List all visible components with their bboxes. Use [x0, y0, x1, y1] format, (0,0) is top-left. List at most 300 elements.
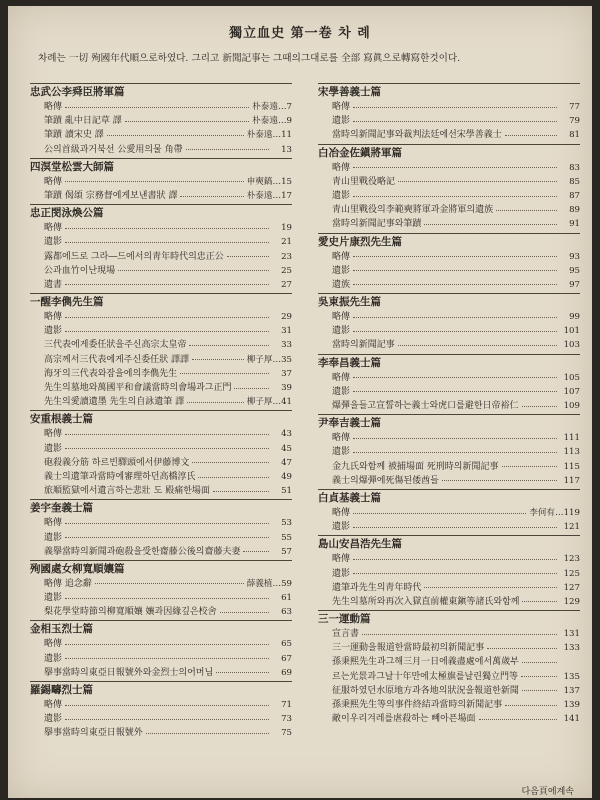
intro-note: 차례는 一切 殉國年代順으로하였다. 그리고 新聞記事는 그때의그대로를 全部 寫眞으로轉寫한것이다.: [38, 53, 461, 64]
toc-entry: [318, 250, 580, 264]
dot-leader: [125, 121, 249, 122]
toc-section-heading: [318, 144, 580, 161]
toc-entry-title: 略傳: [44, 102, 63, 112]
toc-page-number: 朴泰遠…7: [252, 102, 292, 112]
dot-leader: [522, 601, 557, 602]
toc-section-heading: [318, 354, 580, 371]
toc-entry-title: 遺影: [332, 386, 351, 397]
toc-entry: [30, 338, 292, 352]
toc-entry-title: 르는光景과그날十年만에太極旗를날린獨立門等: [332, 671, 518, 682]
toc-page-number: 51: [281, 486, 292, 497]
page-title: 獨立血史 第一卷 차 례: [229, 26, 371, 41]
dot-leader: [424, 587, 557, 588]
toc-entry-title: 先生의愛讀遺墨 先生의自詠遺筆 譯: [44, 397, 185, 408]
toc-entry: [318, 552, 580, 566]
dot-leader: [227, 256, 269, 257]
toc-entry-title: 略傳: [332, 312, 351, 323]
toc-section-heading: [30, 410, 292, 427]
toc-entry-title: 孫秉熙先生과그해三月一日에義盡處에서萬歲부: [332, 657, 519, 668]
toc-page-number: 朴泰遠…9: [252, 116, 292, 127]
dot-leader: [180, 196, 243, 197]
toc-entry-title: 略傳: [332, 162, 351, 173]
toc-left-column: [30, 82, 292, 741]
toc-page-number: 115: [563, 461, 580, 472]
toc-entry: [30, 221, 292, 235]
dot-leader: [65, 658, 269, 659]
toc-entry: [318, 203, 580, 217]
toc-entry-title: 遺影: [332, 447, 351, 458]
toc-entry-title: 當時의新聞記事: [332, 340, 395, 351]
toc-entry-title: 略傳: [44, 429, 63, 440]
toc-page-number: 83: [569, 162, 580, 173]
toc-entry: [318, 371, 580, 385]
toc-entry-title: 遺影: [332, 116, 351, 127]
dot-leader: [353, 284, 557, 285]
dot-leader: [65, 448, 269, 449]
toc-entry: [318, 670, 580, 684]
toc-entry: [318, 445, 580, 459]
toc-page-number: 129: [563, 596, 580, 607]
toc-entry: [318, 399, 580, 413]
toc-entry: [318, 338, 580, 352]
dot-leader: [496, 210, 557, 211]
toc-entry-title: 三一運動篇: [318, 613, 371, 626]
toc-entry-title: 愛史片康烈先生篇: [318, 235, 402, 248]
continued-note: 다음頁에계속: [521, 787, 574, 797]
toc-entry: [30, 310, 292, 324]
toc-page-number: 135: [563, 671, 580, 682]
toc-entry: [30, 470, 292, 484]
toc-entry: [30, 278, 292, 292]
toc-page-number: 29: [281, 312, 292, 323]
toc-entry-title: 白貞基義士篇: [318, 491, 381, 504]
dot-leader: [522, 662, 557, 663]
toc-page-number: 121: [563, 522, 580, 533]
toc-entry: [30, 712, 292, 726]
toc-page-number: 薛義植…59: [246, 578, 292, 589]
toc-entry-title: 略傳: [332, 554, 351, 565]
dot-leader: [442, 480, 557, 481]
toc-entry-title: 略傳: [44, 700, 63, 710]
toc-page-number: 49: [281, 471, 292, 482]
toc-entry-title: 孫秉熙先生等의事件終結과當時의新聞記事: [332, 700, 503, 710]
dot-leader: [353, 391, 557, 392]
dot-leader: [521, 676, 557, 677]
toc-entry-title: 略傳: [44, 639, 63, 650]
toc-page-number: 137: [563, 685, 580, 696]
toc-entry-title: 先生의墓地와萬國平和會議當時의會場과그正門: [44, 383, 232, 393]
toc-entry: [30, 427, 292, 441]
toc-page-number: 朴泰遠…11: [246, 130, 292, 141]
toc-entry-title: 遺影: [44, 532, 63, 543]
toc-entry: [30, 264, 292, 278]
toc-entry: [30, 637, 292, 651]
toc-page-number: 77: [569, 102, 580, 112]
toc-page-number: 95: [569, 265, 580, 276]
toc-page-number: 67: [281, 653, 292, 664]
toc-entry: [30, 698, 292, 712]
toc-page-number: 23: [281, 251, 292, 262]
dot-leader: [398, 345, 557, 346]
toc-entry-title: 遺影: [332, 522, 351, 533]
toc-entry-title: 遺影: [44, 326, 63, 337]
dot-leader: [186, 149, 269, 150]
toc-page-number: 141: [563, 714, 580, 725]
toc-entry: [318, 627, 580, 641]
toc-entry: [318, 567, 580, 581]
toc-page-number: 柳子厚…35: [246, 354, 292, 365]
toc-entry-title: 遺影: [44, 443, 63, 454]
dot-leader: [65, 242, 269, 243]
toc-entry: [318, 655, 580, 669]
toc-entry: [30, 605, 292, 619]
toc-section-heading: [30, 293, 292, 310]
toc-section-heading: [318, 489, 580, 506]
toc-entry-title: 白冶金佐鎭將軍篇: [318, 146, 402, 159]
toc-entry-title: 遺影: [332, 190, 351, 201]
dot-leader: [187, 402, 244, 403]
toc-entry-title: 羅錫疇烈士篇: [30, 684, 93, 696]
dot-leader: [65, 434, 269, 435]
toc-entry-title: 忠正閔泳煥公篇: [30, 207, 104, 220]
toc-page-number: 61: [281, 593, 292, 604]
dot-leader: [65, 331, 269, 332]
toc-entry-title: 征服하였던水原地方과各地의狀況을報道한新聞: [332, 685, 519, 696]
toc-page-number: 117: [563, 475, 580, 486]
document-page: [8, 6, 592, 798]
toc-entry-title: 遺影: [332, 326, 351, 337]
toc-section-heading: [318, 233, 580, 250]
toc-entry-title: 公과血竹이난現場: [44, 265, 116, 276]
dot-leader: [192, 462, 269, 463]
toc-entry: [30, 367, 292, 381]
toc-page-number: 33: [281, 340, 292, 351]
dot-leader: [65, 719, 269, 720]
toc-entry-title: 梨花學堂時節의柳寬順孃 孃과因緣깊은校舍: [44, 607, 217, 618]
toc-page-number: 69: [281, 667, 292, 678]
dot-leader: [180, 373, 269, 374]
dot-leader: [353, 270, 557, 271]
toc-entry-title: 海牙의三代表와잠을에의李儁先生: [44, 368, 178, 379]
toc-entry: [30, 353, 292, 367]
toc-entry-title: 遺影: [44, 237, 63, 248]
dot-leader: [65, 317, 269, 318]
toc-entry-title: 高宗께서三代表에게주신委任狀 譯譯: [44, 354, 190, 365]
toc-entry-title: 略傳: [332, 433, 351, 444]
toc-entry-title: 宣言書: [332, 629, 360, 640]
toc-section-heading: [30, 499, 292, 516]
toc-entry: [30, 666, 292, 680]
toc-entry-title: 砲殺義分筋 하르빈驛頭에서伊藤博文: [44, 457, 190, 468]
toc-page-number: 109: [563, 401, 580, 411]
dot-leader: [353, 377, 557, 378]
toc-entry-title: 擧事當時의東亞日報號外: [44, 728, 143, 739]
toc-entry-title: 靑山里戰役의李範奭將軍과金將軍의遺族: [332, 205, 494, 216]
dot-leader: [353, 256, 557, 257]
toc-entry-title: 三代表에게委任狀을주신高宗太皇帝: [44, 340, 187, 351]
toc-entry-title: 筆蹟 亂中日記草 譯: [44, 116, 122, 127]
toc-entry: [318, 684, 580, 698]
toc-entry-title: 姜宇奎義士篇: [30, 502, 93, 515]
dot-leader: [353, 513, 526, 514]
dot-leader: [353, 527, 557, 528]
toc-entry-title: 三一運動을報道한當時最初의新聞記事: [332, 643, 485, 654]
toc-entry-title: 義士의遺筆과當時에審理하던高橋淳氏: [44, 471, 196, 482]
toc-section-heading: [30, 158, 292, 175]
toc-page-number: 37: [281, 368, 292, 379]
toc-page-number: 99: [569, 312, 580, 323]
toc-entry: [318, 595, 580, 609]
toc-entry-title: 李奉昌義士篇: [318, 356, 381, 369]
dot-leader: [234, 388, 269, 389]
dot-leader: [424, 224, 557, 225]
toc-entry-title: 略傳: [44, 223, 63, 234]
toc-page-number: 87: [569, 190, 580, 201]
toc-page-number: 97: [569, 279, 580, 290]
toc-entry: [318, 114, 580, 128]
toc-section-heading: [318, 414, 580, 431]
toc-entry: [318, 641, 580, 655]
toc-entry: [30, 484, 292, 498]
toc-section-heading: [30, 83, 292, 100]
toc-section-heading: [318, 293, 580, 310]
toc-entry: [30, 250, 292, 264]
toc-page-number: 123: [563, 554, 580, 565]
toc-page-number: 13: [281, 144, 292, 155]
toc-entry: [318, 460, 580, 474]
toc-entry-title: 安重根義士篇: [30, 413, 93, 426]
toc-entry: [30, 114, 292, 128]
toc-page-number: 127: [563, 582, 580, 593]
toc-entry: [30, 456, 292, 470]
toc-entry-title: 金九氏와함께 被捕場面 死刑時의新聞記事: [332, 461, 499, 472]
dot-leader: [353, 167, 557, 168]
toc-page-number: 21: [281, 237, 292, 248]
toc-page-number: 27: [281, 279, 292, 290]
toc-page-number: 31: [281, 326, 292, 337]
toc-entry-title: 當時의新聞記事와筆蹟: [332, 219, 422, 230]
toc-entry: [318, 474, 580, 488]
toc-page-number: 65: [281, 639, 292, 650]
toc-entry-title: 島山安昌浩先生篇: [318, 538, 402, 551]
toc-page-number: 91: [569, 219, 580, 230]
toc-page-number: 李何有…119: [529, 507, 580, 518]
toc-entry: [30, 189, 292, 203]
toc-section-heading: [318, 610, 580, 627]
dot-leader: [353, 121, 557, 122]
dot-leader: [192, 359, 244, 360]
toc-entry-title: 爆彈을들고宣誓하는義士와虎口를避한日帝裕仁: [332, 401, 519, 411]
dot-leader: [65, 181, 244, 182]
toc-entry-title: 遺族: [332, 279, 351, 290]
toc-entry: [318, 128, 580, 142]
toc-entry: [30, 381, 292, 395]
toc-page-number: 55: [281, 532, 292, 543]
dot-leader: [487, 648, 557, 649]
toc-page-number: 53: [281, 518, 292, 529]
dot-leader: [243, 551, 269, 552]
dot-leader: [505, 135, 557, 136]
toc-entry-title: 四溟堂松雲大師篇: [30, 160, 114, 173]
toc-page-number: 133: [563, 643, 580, 654]
dot-leader: [213, 491, 269, 492]
dot-leader: [353, 331, 557, 332]
toc-entry-title: 公의首級과거북선 公愛用의물 角帶: [44, 144, 183, 155]
toc-entry: [318, 712, 580, 726]
toc-entry-title: 義士의爆彈에死傷된倭酋들: [332, 475, 439, 486]
dot-leader: [353, 317, 557, 318]
toc-entry-title: 略傳: [44, 518, 63, 529]
toc-entry: [318, 385, 580, 399]
toc-entry-title: 遺影: [44, 714, 63, 725]
dot-leader: [398, 181, 557, 182]
toc-section-heading: [30, 620, 292, 637]
dot-leader: [362, 634, 557, 635]
toc-page-number: 131: [563, 629, 580, 640]
toc-section-heading: [30, 560, 292, 577]
toc-entry-title: 義擧當時의新聞과砲殺을受한齋藤公後의齋藤夫妻: [44, 546, 241, 557]
toc-page-number: 107: [563, 386, 580, 397]
dot-leader: [146, 733, 269, 734]
toc-entry-title: 一醒李儁先生篇: [30, 296, 104, 309]
toc-page-number: 39: [281, 383, 292, 393]
toc-page-number: 75: [281, 728, 292, 739]
toc-entry: [318, 506, 580, 520]
toc-entry-title: 略傳: [332, 251, 351, 262]
toc-entry: [30, 128, 292, 142]
dot-leader: [65, 598, 269, 599]
toc-page-number: 73: [281, 714, 292, 725]
toc-page-number: 63: [281, 607, 292, 618]
dot-leader: [65, 705, 269, 706]
toc-entry-title: 遺影: [332, 265, 351, 276]
toc-entry-title: 忠武公李舜臣將軍篇: [30, 86, 125, 98]
toc-section-heading: [30, 681, 292, 698]
toc-entry: [318, 698, 580, 712]
toc-entry-title: 金相玉烈士篇: [30, 623, 93, 636]
dot-leader: [95, 583, 244, 584]
toc-entry: [318, 161, 580, 175]
toc-page-number: 111: [563, 433, 580, 444]
toc-entry-title: 宋學善義士篇: [318, 86, 381, 98]
toc-entry: [318, 189, 580, 203]
toc-entry-title: 敵이우리겨레를虐殺하는 빼아픈場面: [332, 714, 476, 725]
toc-entry: [30, 235, 292, 249]
toc-entry: [318, 264, 580, 278]
dot-leader: [65, 228, 269, 229]
toc-entry: [318, 175, 580, 189]
toc-page-number: 57: [281, 546, 292, 557]
toc-page-number: 139: [563, 700, 580, 710]
toc-entry: [318, 100, 580, 114]
toc-page-number: 71: [281, 700, 292, 710]
toc-entry: [30, 545, 292, 559]
toc-page-number: 79: [569, 116, 580, 127]
toc-entry-title: 略傳: [332, 507, 351, 518]
toc-page-number: 朴泰遠…17: [246, 190, 292, 201]
dot-leader: [65, 523, 269, 524]
toc-page-number: 89: [569, 205, 580, 216]
toc-page-number: 125: [563, 568, 580, 579]
dot-leader: [522, 690, 557, 691]
dot-leader: [353, 452, 557, 453]
toc-entry-title: 略傳: [332, 372, 351, 383]
toc-entry-title: 遺影: [332, 568, 351, 579]
toc-page-number: 81: [569, 130, 580, 141]
toc-entry-title: 遺筆과先生의靑年時代: [332, 582, 422, 593]
toc-entry: [30, 591, 292, 605]
toc-page-number: 47: [281, 457, 292, 468]
dot-leader: [189, 345, 269, 346]
toc-entry-title: 吳東振先生篇: [318, 296, 381, 309]
toc-page-number: 105: [563, 372, 580, 383]
dot-leader: [216, 672, 269, 673]
toc-section-heading: [318, 535, 580, 552]
toc-page-number: 45: [281, 443, 292, 454]
toc-entry-title: 略傳: [44, 312, 63, 323]
toc-entry-title: 靑山里戰役略記: [332, 176, 396, 187]
dot-leader: [353, 573, 557, 574]
dot-leader: [353, 107, 557, 108]
toc-entry: [318, 520, 580, 534]
toc-entry: [30, 516, 292, 530]
dot-leader: [505, 705, 557, 706]
toc-entry-title: 遺書: [44, 279, 63, 290]
dot-leader: [353, 559, 557, 560]
toc-page-number: 柳子厚…41: [246, 397, 292, 408]
toc-page-number: 85: [569, 176, 580, 187]
dot-leader: [220, 612, 269, 613]
toc-entry-title: 殉國處女柳寬順孃篇: [30, 562, 125, 575]
dot-leader: [502, 466, 558, 467]
toc-entry-title: 略傳: [44, 176, 63, 187]
toc-entry: [318, 217, 580, 231]
dot-leader: [107, 135, 244, 136]
dot-leader: [65, 284, 269, 285]
toc-entry-title: 尹奉吉義士篇: [318, 417, 381, 430]
dot-leader: [198, 477, 269, 478]
toc-page-number: 43: [281, 429, 292, 440]
dot-leader: [479, 719, 558, 720]
toc-entry: [318, 278, 580, 292]
toc-entry: [318, 431, 580, 445]
toc-entry-title: 擧事當時의東亞日報號外와金烈士의어머님: [44, 667, 214, 678]
toc-section-heading: [30, 204, 292, 221]
dot-leader: [522, 406, 557, 407]
toc-entry: [30, 175, 292, 189]
toc-entry: [30, 577, 292, 591]
toc-entry: [30, 143, 292, 157]
toc-entry-title: 略傳: [332, 102, 351, 112]
toc-entry-title: 筆蹟 偈頌 宗務督에게보낸書狀 譯: [44, 190, 178, 201]
toc-entry: [30, 442, 292, 456]
toc-page-number: 申奭鎬…15: [246, 176, 292, 187]
toc-entry: [318, 581, 580, 595]
toc-entry: [30, 395, 292, 409]
toc-entry-title: 筆蹟 讀宋史 譯: [44, 130, 104, 141]
toc-entry-title: 遺影: [44, 653, 63, 664]
toc-entry: [318, 324, 580, 338]
dot-leader: [65, 537, 269, 538]
dot-leader: [118, 270, 269, 271]
toc-entry: [30, 324, 292, 338]
toc-entry: [30, 100, 292, 114]
toc-page-number: 25: [281, 265, 292, 276]
toc-page-number: 113: [563, 447, 580, 458]
toc-page-number: 101: [563, 326, 580, 337]
toc-right-column: [318, 82, 580, 726]
toc-entry: [318, 310, 580, 324]
